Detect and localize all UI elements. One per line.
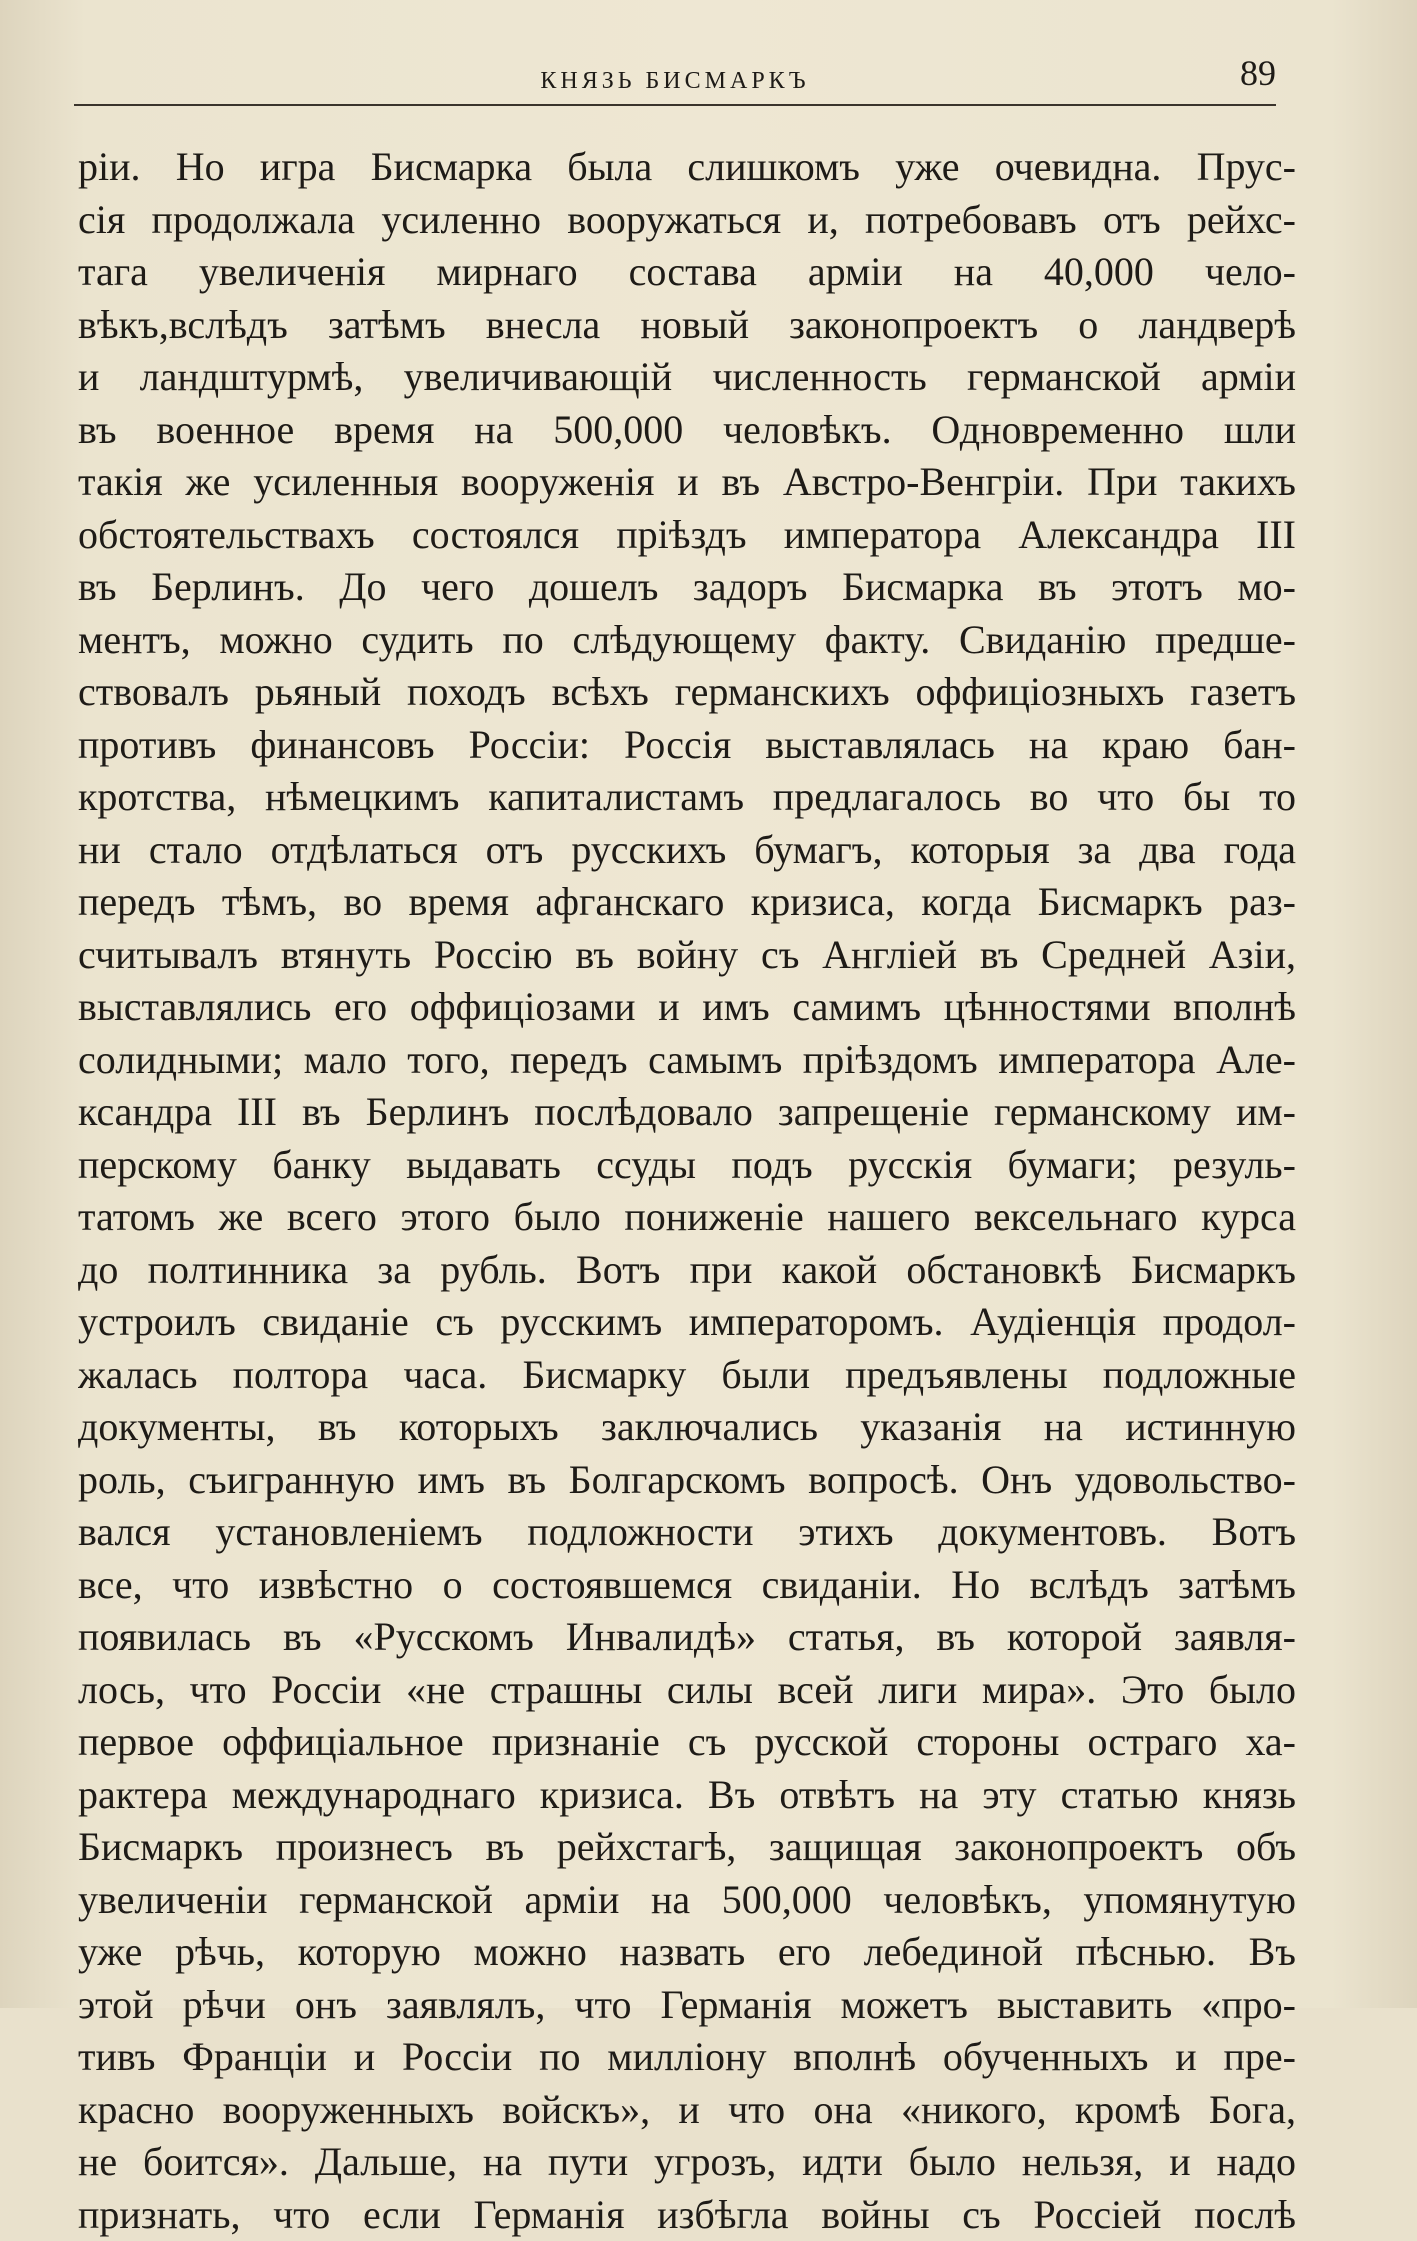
text-line: перскому банку выдавать ссуды подъ русскія бумаги; резуль- [78,1139,1296,1192]
text-line: и ландштурмѣ, увеличивающій численность германской арміи [78,351,1296,404]
text-line: до полтинника за рубль. Вотъ при какой обстановкѣ Бисмаркъ [78,1244,1296,1297]
text-line: вѣкъ,вслѣдъ затѣмъ внесла новый законопроектъ о ландверѣ [78,299,1296,352]
text-line: ментъ, можно судить по слѣдующему факту. Свиданію предше- [78,614,1296,667]
text-line: передъ тѣмъ, во время афганскаго кризиса, когда Бисмаркъ раз- [78,876,1296,929]
running-head-title: КНЯЗЬ БИСМАРКЪ [74,68,1276,95]
text-line: этой рѣчи онъ заявлялъ, что Германія можетъ выставить «про- [78,1979,1296,2032]
text-line: Бисмаркъ произнесъ въ рейхстагѣ, защищая законопроектъ объ [78,1821,1296,1874]
text-line: въ военное время на 500,000 человѣкъ. Одновременно шли [78,404,1296,457]
text-line: жалась полтора часа. Бисмарку были предъявлены подложные [78,1349,1296,1402]
running-head [74,62,1276,102]
text-line: ни стало отдѣлаться отъ русскихъ бумагъ, которыя за два года [78,824,1296,877]
text-line: лось, что Россіи «не страшны силы всей лиги мира». Это было [78,1664,1296,1717]
header-rule [74,104,1276,106]
text-line: все, что извѣстно о состоявшемся свиданіи. Но вслѣдъ затѣмъ [78,1559,1296,1612]
text-line: устроилъ свиданіе съ русскимъ императоромъ. Аудіенція продол- [78,1296,1296,1349]
text-line: первое оффиціальное признаніе съ русской стороны остраго ха- [78,1716,1296,1769]
text-line: вался установленіемъ подложности этихъ документовъ. Вотъ [78,1506,1296,1559]
text-line: красно вооруженныхъ войскъ», и что она «никого, кромѣ Бога, [78,2084,1296,2137]
body-text [78,141,1296,2241]
text-line: тивъ Франціи и Россіи по милліону вполнѣ обученныхъ и пре- [78,2031,1296,2084]
text-line: кротства, нѣмецкимъ капиталистамъ предлагалось во что бы то [78,771,1296,824]
page-number: 89 [1240,52,1276,94]
text-line: уже рѣчь, которую можно назвать его лебединой пѣснью. Въ [78,1926,1296,1979]
text-line: увеличеніи германской арміи на 500,000 человѣкъ, упомянутую [78,1874,1296,1927]
text-line: въ Берлинъ. До чего дошелъ задоръ Бисмарка въ этотъ мо- [78,561,1296,614]
text-line: выставлялись его оффиціозами и имъ самимъ цѣнностями вполнѣ [78,981,1296,1034]
text-line: признать, что если Германія избѣгла войны съ Россіей послѣ [78,2189,1296,2241]
text-line: роль, съигранную имъ въ Болгарскомъ вопросѣ. Онъ удовольство- [78,1454,1296,1507]
text-line: рактера международнаго кризиса. Въ отвѣтъ на эту статью князь [78,1769,1296,1822]
text-line: сія продолжала усиленно вооружаться и, потребовавъ отъ рейхс- [78,194,1296,247]
text-line: ксандра III въ Берлинъ послѣдовало запрещеніе германскому им- [78,1086,1296,1139]
text-line: такія же усиленныя вооруженія и въ Австро-Венгріи. При такихъ [78,456,1296,509]
text-line: ствовалъ рьяный походъ всѣхъ германскихъ оффиціозныхъ газетъ [78,666,1296,719]
text-line: обстоятельствахъ состоялся пріѣздъ императора Александра III [78,509,1296,562]
text-line: татомъ же всего этого было пониженіе нашего вексельнаго курса [78,1191,1296,1244]
text-line: тага увеличенія мирнаго состава арміи на 40,000 чело- [78,246,1296,299]
text-line: солидными; мало того, передъ самымъ пріѣздомъ императора Але- [78,1034,1296,1087]
text-line: противъ финансовъ Россіи: Россія выставлялась на краю бан- [78,719,1296,772]
text-line: считывалъ втянуть Россію въ войну съ Англіей въ Средней Азіи, [78,929,1296,982]
text-line: появилась въ «Русскомъ Инвалидѣ» статья, въ которой заявля- [78,1611,1296,1664]
text-line: не боится». Дальше, на пути угрозъ, идти было нельзя, и надо [78,2136,1296,2189]
text-line: ріи. Но игра Бисмарка была слишкомъ уже очевидна. Прус- [78,141,1296,194]
text-line: документы, въ которыхъ заключались указанія на истинную [78,1401,1296,1454]
